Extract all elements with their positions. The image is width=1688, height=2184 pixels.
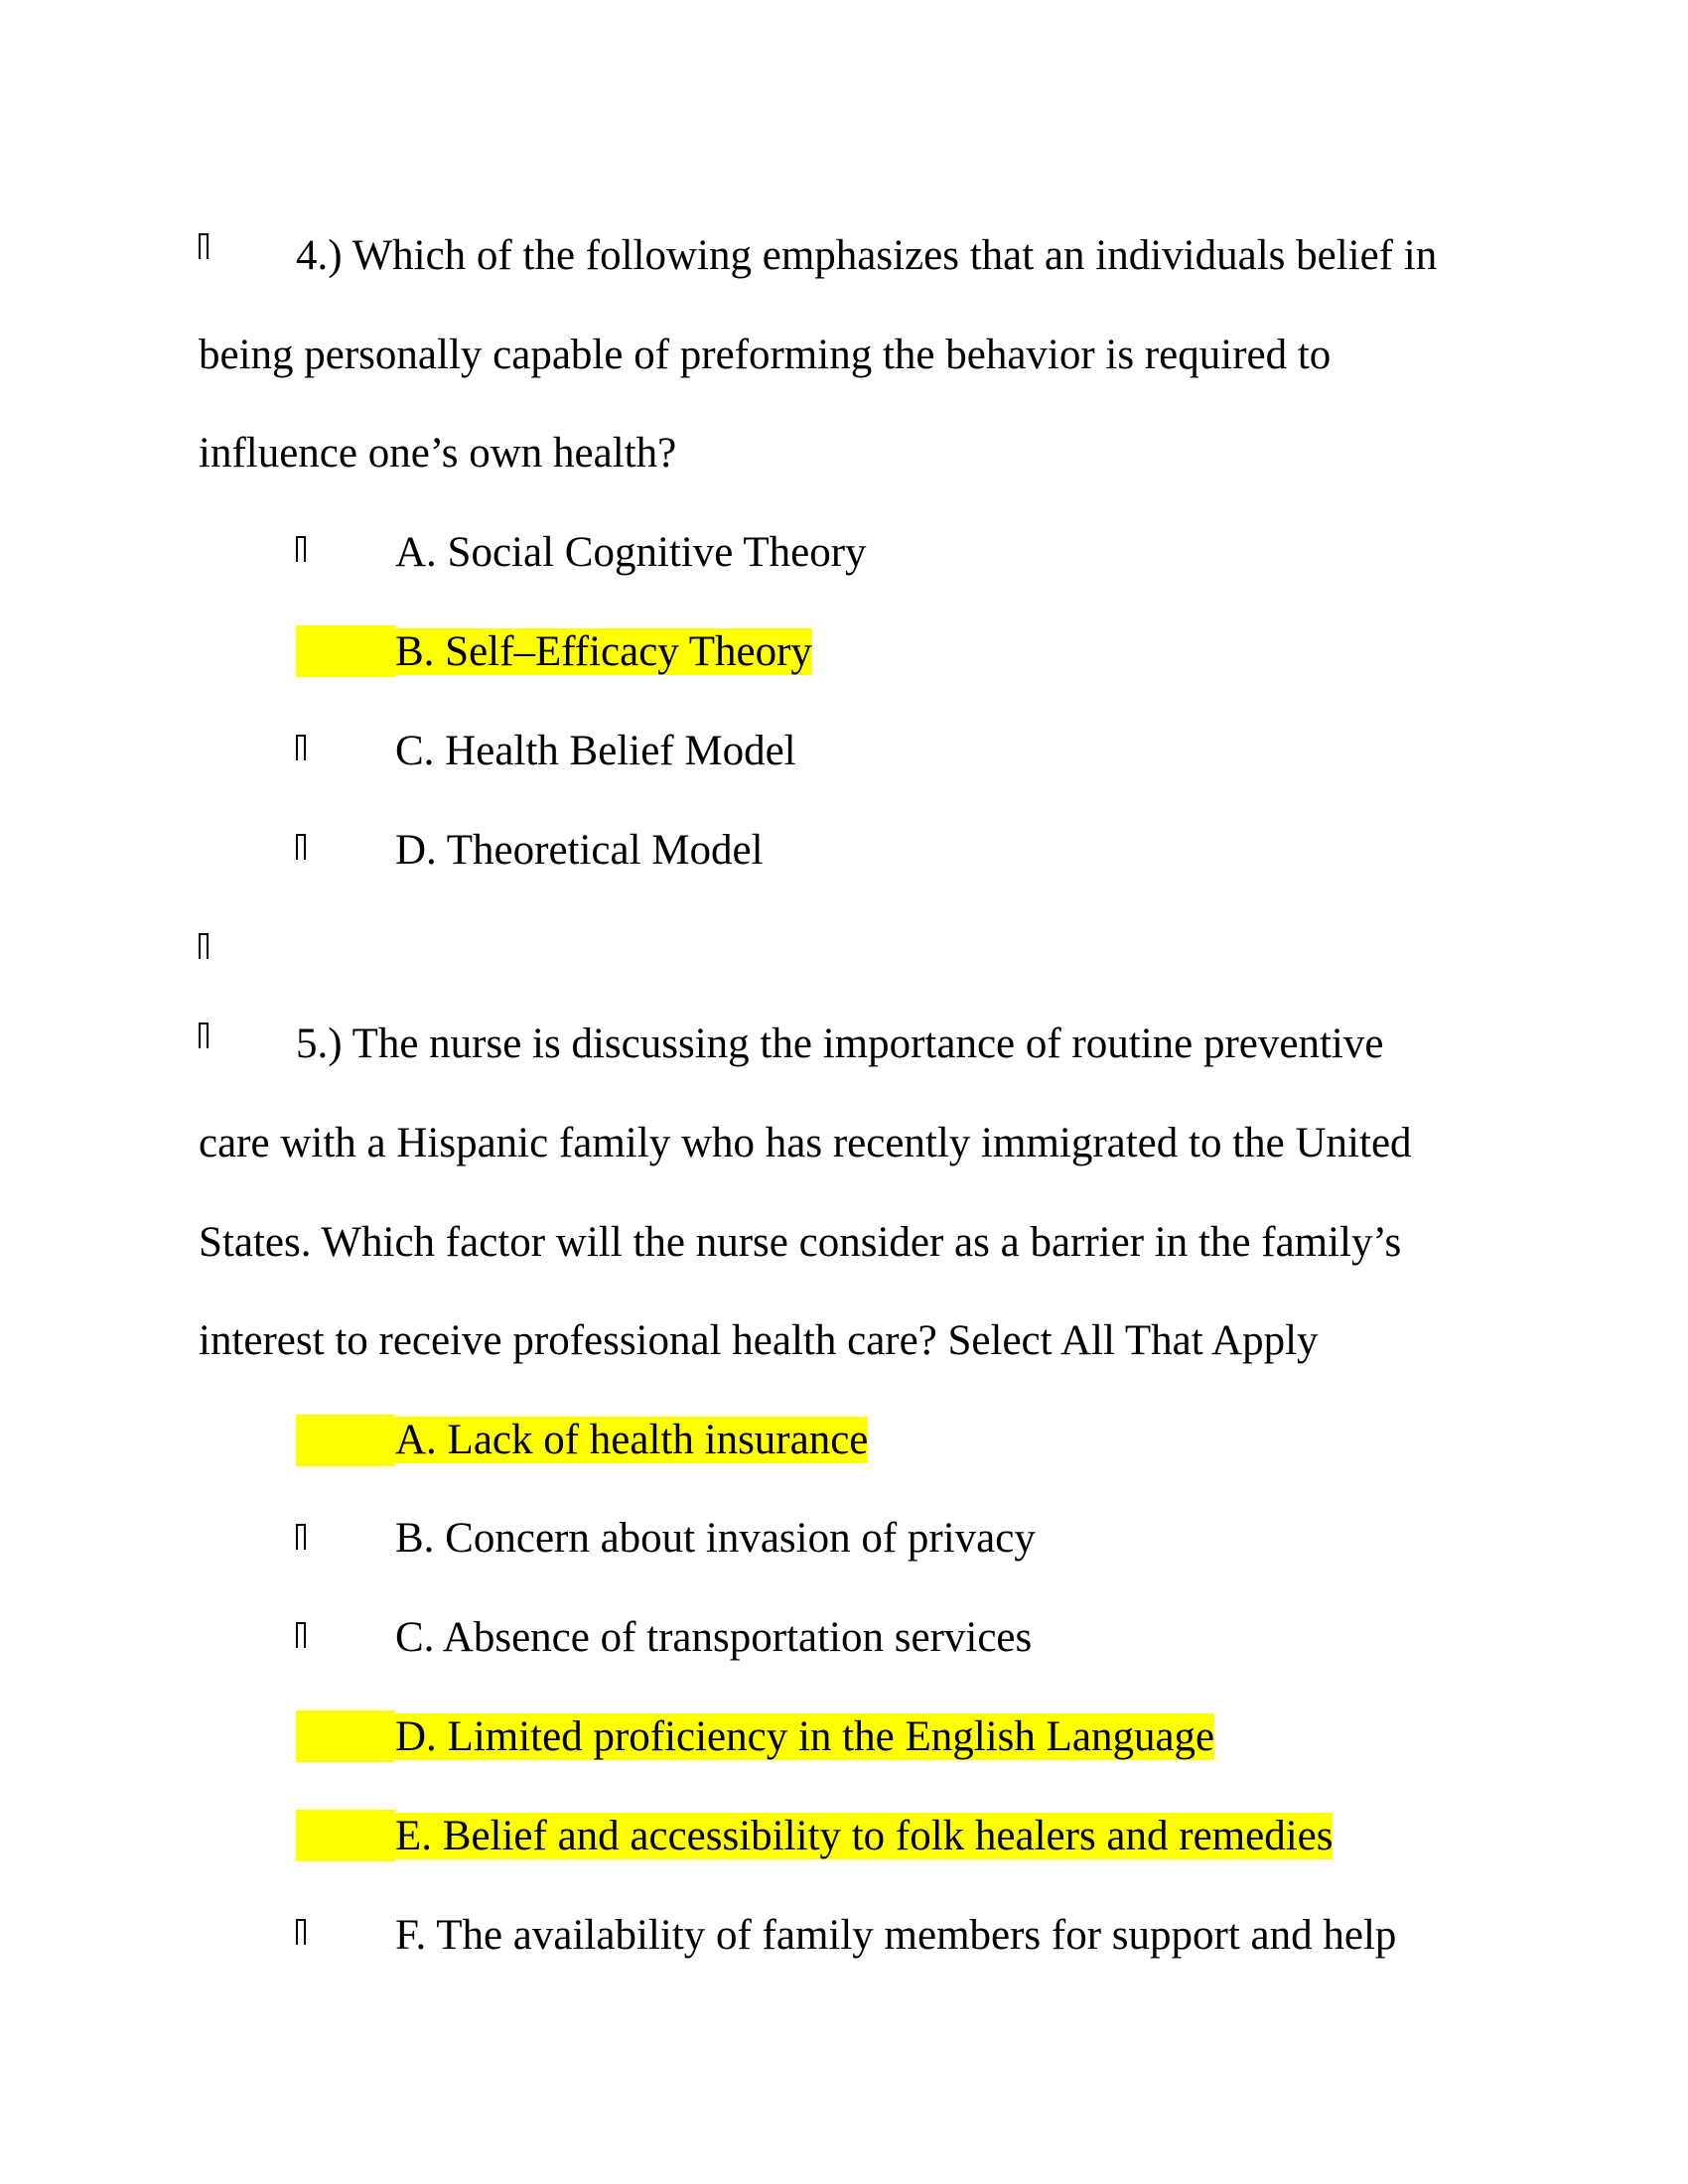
question-4-option-b: [395, 622, 812, 682]
bullet-icon: [296, 1524, 306, 1550]
question-5-option-c: C. Absence of transportation services: [395, 1614, 1033, 1661]
question-4-stem-line-1: Which of the following emphasizes that an individuals belief in: [352, 232, 1438, 279]
answer-highlight: [296, 625, 395, 677]
bullet-icon: [296, 1622, 306, 1648]
bullet-icon: [199, 1023, 209, 1048]
bullet-icon: [296, 1919, 306, 1945]
bullet-icon: [296, 834, 306, 860]
question-5-option-f: F. The availability of family members for support and help: [395, 1912, 1397, 1959]
bullet-icon: [199, 933, 209, 959]
question-4-option-b-text: B. Self–Efficacy Theory: [395, 628, 812, 675]
question-4-line-1: [296, 226, 1437, 286]
question-4-stem-line-2: being personally capable of preforming the behavior is required to: [199, 332, 1332, 378]
question-5-number: 5.): [296, 1021, 343, 1067]
answer-highlight: [296, 1710, 395, 1762]
question-4-option-c: C. Health Belief Model: [395, 728, 796, 774]
question-5-option-a-text: A. Lack of health insurance: [395, 1417, 869, 1463]
bullet-icon: [296, 536, 306, 562]
question-4-option-a: A. Social Cognitive Theory: [395, 529, 867, 576]
question-4-option-d: D. Theoretical Model: [395, 827, 764, 874]
answer-highlight: [296, 1810, 395, 1861]
question-5-option-d: [395, 1707, 1214, 1767]
answer-highlight: [296, 1415, 395, 1466]
question-4-number: 4.): [296, 232, 343, 279]
question-5-stem-line-2: care with a Hispanic family who has recently immigrated to the United: [199, 1120, 1412, 1166]
question-5-stem-line-3: States. Which factor will the nurse consider as a barrier in the family’s: [199, 1219, 1402, 1266]
question-5-option-b: B. Concern about invasion of privacy: [395, 1515, 1036, 1562]
question-5-option-e-text: E. Belief and accessibility to folk healers and remedies: [395, 1813, 1334, 1859]
question-5-option-d-text: D. Limited proficiency in the English Language: [395, 1713, 1215, 1760]
question-5-option-e: [395, 1807, 1333, 1866]
question-4-stem-line-3: influence one’s own health?: [199, 430, 677, 477]
question-5-option-a: [395, 1411, 868, 1470]
bullet-icon: [296, 735, 306, 760]
question-5-stem-line-4: interest to receive professional health care? Select All That Apply: [199, 1317, 1319, 1364]
question-5-line-1: [296, 1015, 1383, 1074]
question-5-stem-line-1: The nurse is discussing the importance of routine preventive: [352, 1021, 1384, 1067]
bullet-icon: [199, 233, 209, 259]
